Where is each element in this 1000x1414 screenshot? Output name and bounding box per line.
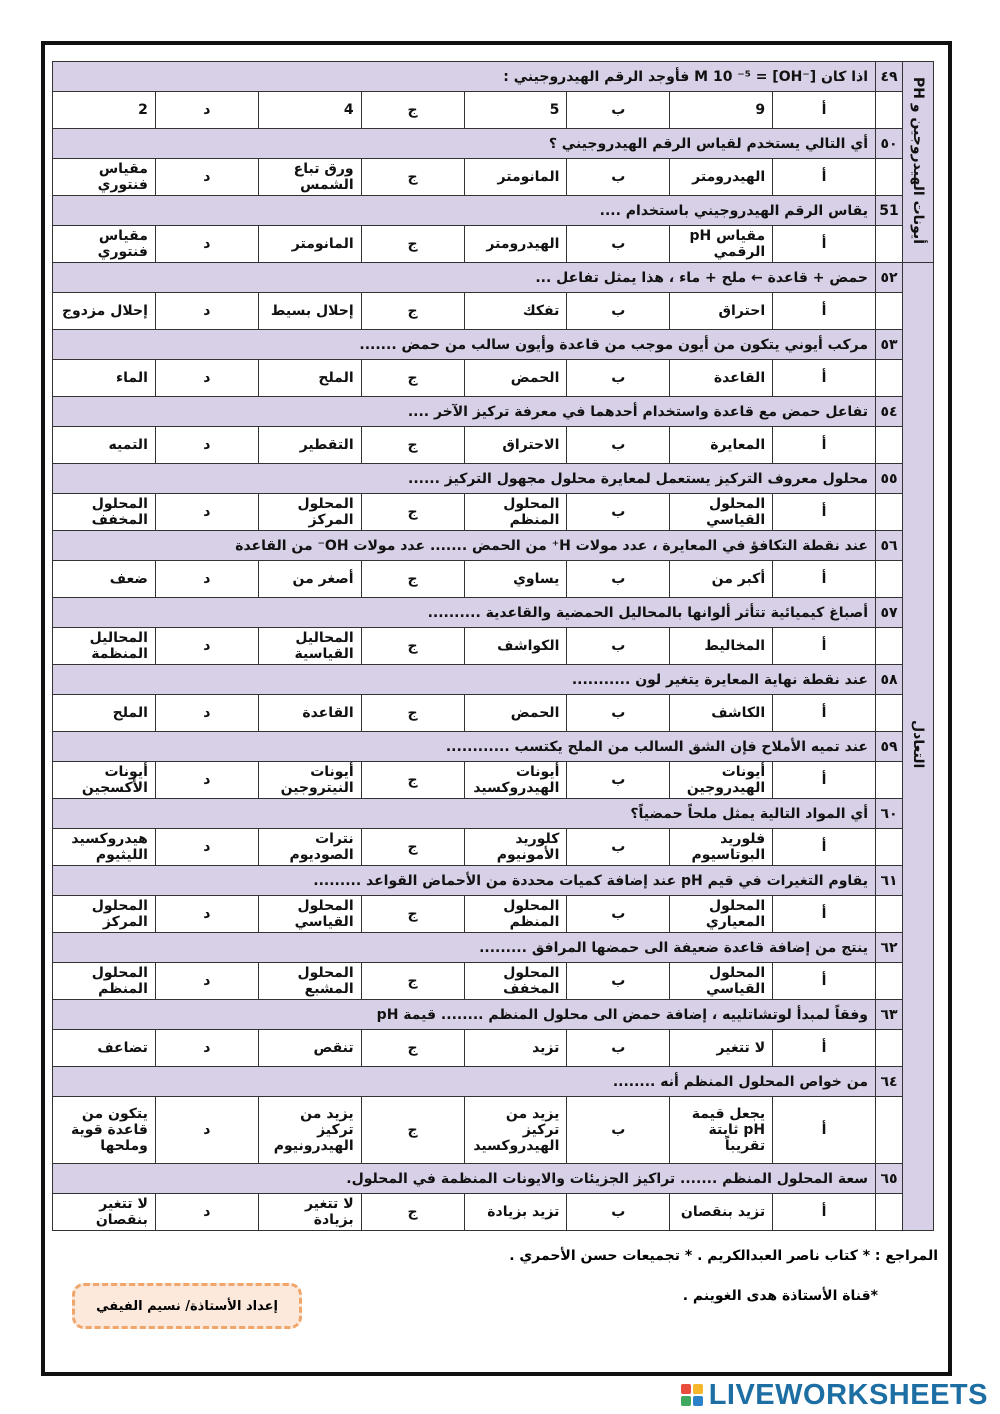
option-spacer [876, 427, 903, 464]
question-number: 51 [876, 196, 903, 226]
option-text[interactable]: 9 [670, 92, 773, 129]
option-text[interactable]: مقياس فنتوري [53, 226, 156, 263]
option-text[interactable]: فلوريد البوتاسيوم [670, 829, 773, 866]
option-text[interactable]: إحلال مزدوج [53, 293, 156, 330]
options-row [53, 896, 934, 933]
option-text[interactable]: التقطير [258, 427, 361, 464]
section-title-ph: أيونات الهيدروجين و PH [910, 76, 926, 244]
option-letter: ب [567, 695, 670, 732]
liveworksheets-brand[interactable] [681, 1380, 988, 1410]
option-letter: أ [773, 293, 876, 330]
option-spacer [876, 561, 903, 598]
option-text[interactable]: يساوي [464, 561, 567, 598]
option-letter: أ [773, 1030, 876, 1067]
question-number: ٥٤ [876, 397, 903, 427]
option-text[interactable]: ضعف [53, 561, 156, 598]
option-text[interactable]: يزيد من تركيز الهيدروكسيد [464, 1097, 567, 1164]
question-row [53, 866, 934, 896]
question-number: ٥٣ [876, 330, 903, 360]
question-number: ٦٢ [876, 933, 903, 963]
option-letter: ج [361, 159, 464, 196]
option-letter: د [155, 427, 258, 464]
question-number: ٦٤ [876, 1067, 903, 1097]
question-number: ٥٧ [876, 598, 903, 628]
option-text[interactable]: القاعدة [258, 695, 361, 732]
option-text[interactable]: يزيد من تركيز الهيدرونيوم [258, 1097, 361, 1164]
question-number: ٥٦ [876, 531, 903, 561]
option-letter: د [155, 1097, 258, 1164]
option-letter: د [155, 896, 258, 933]
option-letter: أ [773, 695, 876, 732]
option-spacer [876, 92, 903, 129]
option-text[interactable]: 2 [53, 92, 156, 129]
option-letter: ب [567, 1030, 670, 1067]
option-text[interactable]: المحلول القياسي [670, 494, 773, 531]
logo-square [681, 1396, 691, 1406]
option-spacer [876, 159, 903, 196]
option-text[interactable]: المحلول المشبع [258, 963, 361, 1000]
option-text[interactable]: المحلول المنظم [464, 896, 567, 933]
option-spacer [876, 963, 903, 1000]
references-line-1: المراجع : * كتاب ناصر العبدالكريم . * تجميعات حسن الأحمري . [509, 1248, 938, 1264]
option-letter: ج [361, 1030, 464, 1067]
option-text[interactable]: المحلول المنظم [53, 963, 156, 1000]
option-text[interactable]: تفكك [464, 293, 567, 330]
question-text: اذا كان M 10 ⁻⁵ = [OH⁻] فأوجد الرقم الهيدروجيني : [53, 62, 876, 92]
question-row [53, 62, 934, 92]
option-letter: ب [567, 494, 670, 531]
option-letter: د [155, 561, 258, 598]
option-letter: أ [773, 92, 876, 129]
options-row [53, 92, 934, 129]
question-number: ٥٨ [876, 665, 903, 695]
option-letter: د [155, 963, 258, 1000]
option-text[interactable]: المحلول المركز [53, 896, 156, 933]
option-text[interactable]: الحمض [464, 360, 567, 397]
question-text: مركب أيوني يتكون من أيون موجب من قاعدة وأيون سالب من حمض ....... [53, 330, 876, 360]
option-letter: د [155, 829, 258, 866]
option-letter: ج [361, 226, 464, 263]
option-text[interactable]: الملح [258, 360, 361, 397]
question-text: يقاوم التغيرات في قيم pH عند إضافة كميات محددة من الأحماض القواعد ......... [53, 866, 876, 896]
question-row [53, 330, 934, 360]
question-text: حمض + قاعدة ← ملح + ماء ، هذا يمثل تفاعل ... [53, 263, 876, 293]
option-letter: د [155, 293, 258, 330]
option-text[interactable]: الحمض [464, 695, 567, 732]
question-row [53, 665, 934, 695]
option-text[interactable]: ورق تباع الشمس [258, 159, 361, 196]
option-letter: د [155, 360, 258, 397]
logo-square [693, 1396, 703, 1406]
option-text[interactable]: احتراق [670, 293, 773, 330]
options-row [53, 762, 934, 799]
option-text[interactable]: المحلول المنظم [464, 494, 567, 531]
options-row [53, 561, 934, 598]
option-text[interactable]: الماء [53, 360, 156, 397]
option-spacer [876, 1030, 903, 1067]
option-letter: أ [773, 427, 876, 464]
option-letter: أ [773, 628, 876, 665]
options-row [53, 494, 934, 531]
question-text: أي المواد التالية يمثل ملحاً حمضياً؟ [53, 799, 876, 829]
option-letter: ج [361, 829, 464, 866]
options-row [53, 360, 934, 397]
option-letter: د [155, 92, 258, 129]
question-text: يقاس الرقم الهيدروجيني باستخدام .... [53, 196, 876, 226]
option-text[interactable]: المعايرة [670, 427, 773, 464]
option-letter: د [155, 1030, 258, 1067]
question-text: عند نقطة نهاية المعايرة يتغير لون ........... [53, 665, 876, 695]
option-letter: ج [361, 896, 464, 933]
option-letter: أ [773, 226, 876, 263]
question-row [53, 1067, 934, 1097]
option-text[interactable]: المحلول المعياري [670, 896, 773, 933]
logo-square [693, 1384, 703, 1394]
option-letter: ب [567, 896, 670, 933]
section-title-neutralization: التعادل [910, 720, 926, 769]
option-letter: ج [361, 92, 464, 129]
question-text: وفقاً لمبدأ لوتشاتلييه ، إضافة حمض الى محلول المنظم ........ قيمة pH [53, 1000, 876, 1030]
option-letter: أ [773, 494, 876, 531]
option-letter: أ [773, 1194, 876, 1231]
option-text[interactable]: 5 [464, 92, 567, 129]
option-text[interactable]: المحلول المخفف [53, 494, 156, 531]
option-letter: ب [567, 159, 670, 196]
option-text[interactable]: المانومتر [258, 226, 361, 263]
option-letter: ب [567, 293, 670, 330]
question-text: ينتج من إضافة قاعدة ضعيفة الى حمضها المرافق ......... [53, 933, 876, 963]
option-text[interactable]: أيونات الهيدروكسيد [464, 762, 567, 799]
options-row [53, 226, 934, 263]
option-spacer [876, 360, 903, 397]
question-row [53, 933, 934, 963]
option-letter: ب [567, 226, 670, 263]
question-number: ٥٢ [876, 263, 903, 293]
options-row [53, 628, 934, 665]
option-letter: ج [361, 1194, 464, 1231]
option-letter: د [155, 159, 258, 196]
option-letter: ج [361, 561, 464, 598]
options-row [53, 963, 934, 1000]
question-row [53, 196, 934, 226]
option-letter: د [155, 762, 258, 799]
question-row [53, 464, 934, 494]
option-spacer [876, 762, 903, 799]
question-text: من خواص المحلول المنظم أنه ........ [53, 1067, 876, 1097]
liveworksheets-logo-icon [681, 1384, 703, 1406]
option-text[interactable]: تزيد [464, 1030, 567, 1067]
option-letter: د [155, 494, 258, 531]
option-letter: ج [361, 695, 464, 732]
option-text[interactable]: القاعدة [670, 360, 773, 397]
question-row [53, 129, 934, 159]
options-row [53, 695, 934, 732]
question-row [53, 263, 934, 293]
option-letter: أ [773, 896, 876, 933]
option-text[interactable]: أكبر من [670, 561, 773, 598]
question-row [53, 598, 934, 628]
option-text[interactable]: إحلال بسيط [258, 293, 361, 330]
option-spacer [876, 1194, 903, 1231]
question-row [53, 397, 934, 427]
option-text[interactable]: لا تتغير بزيادة [258, 1194, 361, 1231]
option-text[interactable]: الهيدرومتر [464, 226, 567, 263]
question-text: أصباغ كيميائية تتأثر ألوانها بالمحاليل الحمضية والقاعدية .......... [53, 598, 876, 628]
option-letter: ج [361, 427, 464, 464]
option-text[interactable]: لا تتغير بنقصان [53, 1194, 156, 1231]
options-row [53, 293, 934, 330]
option-letter: ج [361, 963, 464, 1000]
option-letter: ج [361, 494, 464, 531]
question-row [53, 799, 934, 829]
question-text: أي التالي يستخدم لقياس الرقم الهيدروجيني ؟ [53, 129, 876, 159]
option-text[interactable]: الكواشف [464, 628, 567, 665]
option-letter: ج [361, 1097, 464, 1164]
options-row [53, 1030, 934, 1067]
option-letter: أ [773, 963, 876, 1000]
option-text[interactable]: تزيد بزيادة [464, 1194, 567, 1231]
option-letter: أ [773, 159, 876, 196]
option-text[interactable]: أيونات النيتروجين [258, 762, 361, 799]
question-number: ٦٥ [876, 1164, 903, 1194]
brand-name: LIVEWORKSHEETS [708, 1378, 988, 1411]
option-spacer [876, 896, 903, 933]
section-label-neutralization [903, 263, 934, 1231]
option-letter: ب [567, 1097, 670, 1164]
options-row [53, 159, 934, 196]
question-number: ٥٠ [876, 129, 903, 159]
question-number: ٤٩ [876, 62, 903, 92]
option-text[interactable]: المحلول المخفف [464, 963, 567, 1000]
option-text[interactable]: تنقص [258, 1030, 361, 1067]
question-number: ٦٠ [876, 799, 903, 829]
option-text[interactable]: تضاعف [53, 1030, 156, 1067]
option-text[interactable]: المحاليل القياسية [258, 628, 361, 665]
option-spacer [876, 226, 903, 263]
option-text[interactable]: مقياس فنتوري [53, 159, 156, 196]
option-text[interactable]: المانومتر [464, 159, 567, 196]
question-row [53, 1164, 934, 1194]
option-letter: ب [567, 963, 670, 1000]
option-text[interactable]: المخاليط [670, 628, 773, 665]
option-text[interactable]: التميه [53, 427, 156, 464]
question-number: ٥٥ [876, 464, 903, 494]
option-text[interactable]: يجعل قيمة pH ثابتة تقريباً [670, 1097, 773, 1164]
logo-square [681, 1384, 691, 1394]
options-row [53, 1097, 934, 1164]
option-spacer [876, 695, 903, 732]
option-text[interactable]: أصغر من [258, 561, 361, 598]
option-text[interactable]: المحلول القياسي [670, 963, 773, 1000]
option-text[interactable]: لا تتغير [670, 1030, 773, 1067]
option-text[interactable]: الاحتراق [464, 427, 567, 464]
option-letter: ب [567, 762, 670, 799]
option-text[interactable]: الهيدرومتر [670, 159, 773, 196]
question-text: محلول معروف التركيز يستعمل لمعايرة محلول مجهول التركيز ...... [53, 464, 876, 494]
option-spacer [876, 293, 903, 330]
option-letter: د [155, 226, 258, 263]
question-text: سعة المحلول المنظم ....... تراكيز الجزيئات والايونات المنظمة في المحلول. [53, 1164, 876, 1194]
option-letter: ب [567, 829, 670, 866]
option-letter: ج [361, 360, 464, 397]
option-letter: د [155, 1194, 258, 1231]
question-number: ٥٩ [876, 732, 903, 762]
question-number: ٦١ [876, 866, 903, 896]
option-letter: أ [773, 762, 876, 799]
option-text[interactable]: المحلول المركز [258, 494, 361, 531]
option-spacer [876, 628, 903, 665]
option-text[interactable]: الملح [53, 695, 156, 732]
question-text: تفاعل حمض مع قاعدة واستخدام أحدهما في معرفة تركيز الآخر .... [53, 397, 876, 427]
question-text: عند تميه الأملاح فإن الشق السالب من الملح يكتسب ............ [53, 732, 876, 762]
option-letter: ب [567, 628, 670, 665]
options-row [53, 1194, 934, 1231]
option-text[interactable]: يتكون من قاعدة قوية وملحها [53, 1097, 156, 1164]
option-letter: ب [567, 360, 670, 397]
section-label-ph [903, 62, 934, 263]
references-line-2: *قناة الأستاذة هدى الغوينم . [682, 1288, 878, 1304]
option-letter: أ [773, 360, 876, 397]
questions-table [52, 61, 934, 1231]
option-text[interactable]: أيونات الأكسجين [53, 762, 156, 799]
option-text[interactable]: كلوريد الأمونيوم [464, 829, 567, 866]
option-spacer [876, 829, 903, 866]
option-text[interactable]: المحلول القياسي [258, 896, 361, 933]
option-letter: أ [773, 829, 876, 866]
option-letter: أ [773, 561, 876, 598]
question-row [53, 732, 934, 762]
option-letter: أ [773, 1097, 876, 1164]
option-letter: ب [567, 427, 670, 464]
option-letter: ج [361, 293, 464, 330]
option-text[interactable]: مقياس pH الرقمي [670, 226, 773, 263]
option-text[interactable]: أيونات الهيدروجين [670, 762, 773, 799]
option-letter: د [155, 628, 258, 665]
option-letter: ب [567, 92, 670, 129]
options-row [53, 427, 934, 464]
option-letter: ج [361, 628, 464, 665]
option-text[interactable]: تزيد بنقصان [670, 1194, 773, 1231]
option-letter: د [155, 695, 258, 732]
question-row [53, 1000, 934, 1030]
option-text[interactable]: الكاشف [670, 695, 773, 732]
option-spacer [876, 494, 903, 531]
option-text[interactable]: 4 [258, 92, 361, 129]
option-letter: ب [567, 1194, 670, 1231]
prepared-by-text: إعداد الأستاذة/ نسيم الفيفي [96, 1298, 278, 1314]
options-row [53, 829, 934, 866]
option-letter: ج [361, 762, 464, 799]
question-text: عند نقطة التكافؤ في المعايرة ، عدد مولات H⁺ من الحمض ....... عدد مولات OH⁻ من القاعدة [53, 531, 876, 561]
option-text[interactable]: هيدروكسيد الليثيوم [53, 829, 156, 866]
option-text[interactable]: نترات الصوديوم [258, 829, 361, 866]
question-row [53, 531, 934, 561]
option-text[interactable]: المحاليل المنظمة [53, 628, 156, 665]
option-letter: ب [567, 561, 670, 598]
question-number: ٦٣ [876, 1000, 903, 1030]
option-spacer [876, 1097, 903, 1164]
prepared-by-box [72, 1283, 302, 1329]
